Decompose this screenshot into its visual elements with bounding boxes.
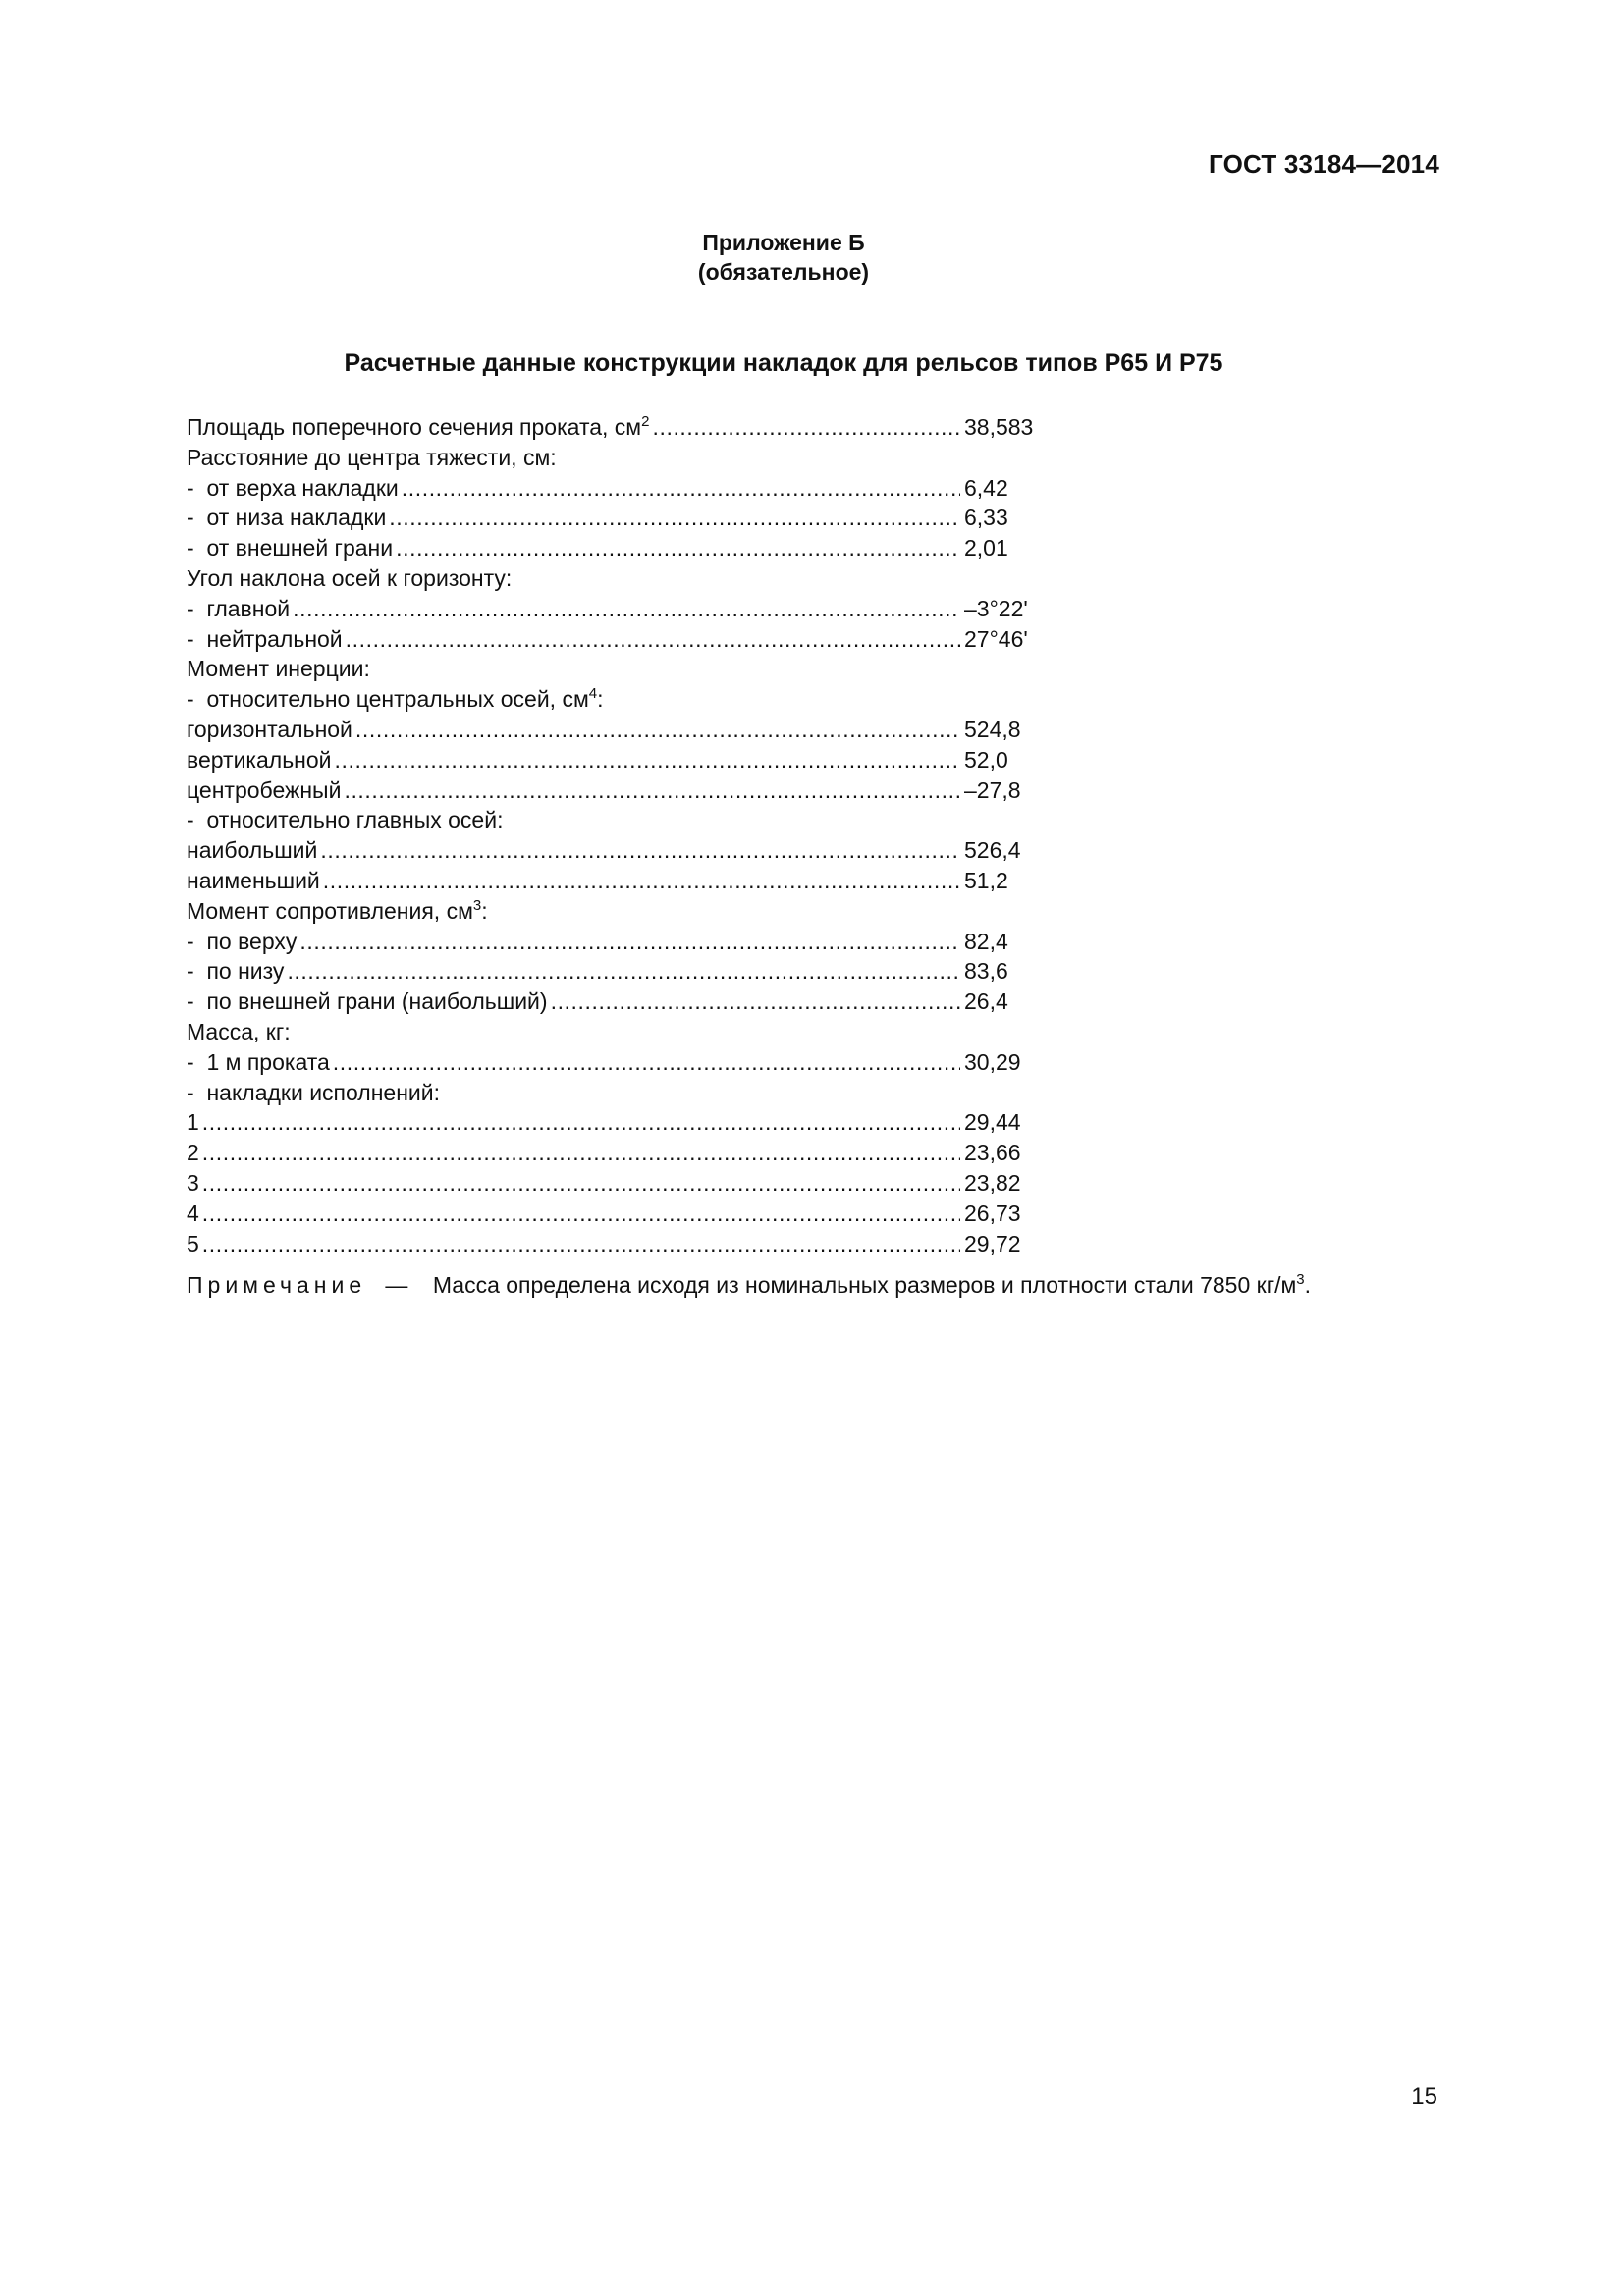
spec-row [187, 745, 1070, 775]
spec-label: центробежный [187, 776, 342, 803]
spec-value: 82,4 [964, 928, 1008, 954]
page-number: 15 [1411, 2083, 1437, 2109]
spec-row [187, 987, 1070, 1017]
dot-leader [323, 866, 960, 896]
document-title: Расчетные данные конструкции накладок для рельсов типов Р65 И Р75 [344, 349, 1223, 377]
spec-row [187, 443, 1070, 473]
spec-value: 83,6 [964, 958, 1008, 985]
dot-leader [346, 624, 960, 655]
spec-value: –27,8 [964, 776, 1021, 803]
note-superscript: 3 [1296, 1271, 1305, 1288]
spec-value: 526,4 [964, 837, 1021, 864]
spec-value: –3°22' [964, 595, 1028, 621]
spec-label: Расстояние до центра тяжести, см: [187, 444, 557, 470]
note-text: Масса определена исходя из номинальных размеров и плотности стали 7850 кг/м [432, 1272, 1297, 1298]
spec-row [187, 866, 1070, 896]
dot-leader [652, 412, 960, 443]
dot-leader [202, 1199, 960, 1229]
unit-superscript: 3 [472, 896, 482, 914]
spec-value: 52,0 [964, 746, 1008, 773]
spec-row [187, 1107, 1070, 1138]
note [187, 1272, 1311, 1299]
spec-row [187, 715, 1070, 745]
spec-label: - накладки исполнений: [187, 1078, 440, 1108]
spec-label: 3 [187, 1169, 199, 1196]
spec-label: 1 [187, 1109, 199, 1136]
dot-leader [344, 775, 960, 806]
dot-leader [355, 715, 960, 745]
note-end: . [1304, 1272, 1312, 1298]
spec-value: 51,2 [964, 867, 1008, 893]
spec-label: - относительно главных осей: [187, 805, 503, 835]
spec-value: 23,82 [964, 1169, 1021, 1196]
dot-leader [396, 533, 960, 563]
spec-label: - главной [187, 594, 290, 624]
spec-row [187, 1078, 1070, 1108]
spec-label: - по низу [187, 956, 284, 987]
unit-superscript: 2 [641, 413, 650, 430]
spec-row [187, 594, 1070, 624]
appendix-heading [0, 228, 1567, 287]
spec-row [187, 503, 1070, 533]
spec-label: Момент сопротивления, $см^3$: [187, 896, 488, 924]
spec-row [187, 896, 1070, 927]
spec-label: - 1 м проката [187, 1047, 330, 1078]
spec-label: - нейтральной [187, 624, 343, 655]
spec-value: 2,01 [964, 535, 1008, 561]
spec-label: горизонтальной [187, 716, 352, 742]
spec-label: Площадь поперечного сечения проката, $см^2$ [187, 413, 650, 440]
spec-row [187, 835, 1070, 866]
spec-label: вертикальной [187, 746, 332, 773]
spec-row [187, 956, 1070, 987]
dot-leader [287, 956, 960, 987]
spec-label: наименьший [187, 867, 320, 893]
spec-row [187, 1047, 1070, 1078]
note-dash: — [385, 1272, 408, 1298]
spec-row [187, 1138, 1070, 1168]
spec-label: наибольший [187, 837, 318, 864]
spec-row [187, 624, 1070, 655]
spec-label: 2 [187, 1140, 199, 1166]
spec-label: - по верху [187, 927, 297, 957]
dot-leader [202, 1107, 960, 1138]
spec-row [187, 684, 1070, 715]
spec-row [187, 1168, 1070, 1199]
spec-row [187, 1199, 1070, 1229]
spec-value: 29,44 [964, 1109, 1021, 1136]
spec-value: 23,66 [964, 1140, 1021, 1166]
spec-value: 6,42 [964, 474, 1008, 501]
spec-row [187, 927, 1070, 957]
spec-value: 30,29 [964, 1048, 1021, 1075]
dot-leader [335, 745, 960, 775]
spec-row [187, 473, 1070, 504]
spec-value: 26,73 [964, 1200, 1021, 1226]
spec-row [187, 563, 1070, 594]
spec-row [187, 775, 1070, 806]
spec-label: - по внешней грани (наибольший) [187, 987, 548, 1017]
dot-leader [320, 835, 960, 866]
specification-list [187, 412, 1070, 1258]
spec-row [187, 533, 1070, 563]
dot-leader [402, 473, 960, 504]
spec-value: 29,72 [964, 1230, 1021, 1256]
spec-row [187, 805, 1070, 835]
spec-label: Угол наклона осей к горизонту: [187, 564, 513, 591]
spec-value: 26,4 [964, 988, 1008, 1015]
dot-leader [202, 1168, 960, 1199]
spec-row [187, 412, 1070, 443]
spec-value: 27°46' [964, 625, 1028, 652]
standard-code: ГОСТ 33184—2014 [1209, 149, 1439, 179]
spec-label: - относительно центральных осей, $см^4$: [187, 684, 604, 715]
unit-superscript: 4 [588, 685, 598, 703]
appendix-status: (обязательное) [697, 259, 870, 285]
dot-leader [299, 927, 960, 957]
spec-label: Момент инерции: [187, 656, 370, 682]
dot-leader [333, 1047, 960, 1078]
spec-value: 38,583 [964, 414, 1034, 440]
spec-label: - от внешней грани [187, 533, 393, 563]
spec-value: 6,33 [964, 505, 1008, 531]
spec-value: 524,8 [964, 716, 1021, 742]
spec-label: 4 [187, 1200, 199, 1226]
dot-leader [551, 987, 960, 1017]
dot-leader [202, 1138, 960, 1168]
spec-label: - от верха накладки [187, 473, 399, 504]
spec-row [187, 1229, 1070, 1259]
spec-row [187, 654, 1070, 684]
dot-leader [293, 594, 960, 624]
spec-label: Масса, кг: [187, 1018, 291, 1044]
dot-leader [389, 503, 960, 533]
dot-leader [202, 1229, 960, 1259]
spec-label: 5 [187, 1230, 199, 1256]
note-label: Примечание [187, 1272, 367, 1298]
spec-label: - от низа накладки [187, 503, 386, 533]
appendix-name: Приложение Б [702, 230, 865, 255]
spec-row [187, 1017, 1070, 1047]
